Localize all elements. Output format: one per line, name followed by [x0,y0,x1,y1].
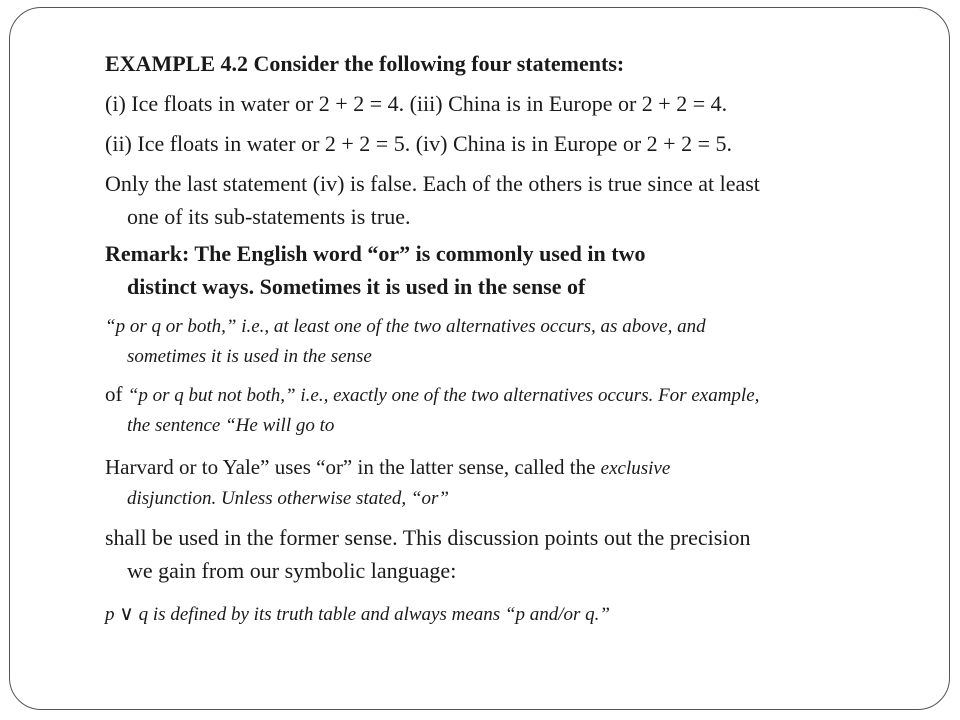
harvard-line1-italic: exclusive [600,458,671,479]
only-last-paragraph [105,167,905,233]
statements-i-iii: (i) Ice floats in water or 2 + 2 = 4. (iii) China is in Europe or 2 + 2 = 4. [105,91,728,116]
definition-p: p [105,604,120,625]
shall-be-line2: we gain from our symbolic language: [127,558,457,583]
p-or-q-or-both-line1: “p or q or both,” i.e., at least one of the two alternatives occurs, as above, and [105,316,706,337]
shall-be-line1: shall be used in the former sense. This discussion points out the precision [105,525,751,550]
of-prefix: of [105,382,128,406]
p-or-q-or-both-line2: sometimes it is used in the sense [127,346,372,367]
shall-be-paragraph [105,521,905,587]
p-or-q-or-both-paragraph [105,312,905,372]
example-heading: EXAMPLE 4.2 Consider the following four statements: [105,51,625,76]
remark-line1: Remark: The English word “or” is commonly used in two [105,241,646,266]
definition-line [105,598,905,630]
remark-line2: distinct ways. Sometimes it is used in the sense of [127,274,586,299]
exclusive-or-line2: the sentence “He will go to [127,415,335,436]
remark-paragraph [105,237,905,303]
only-last-line1: Only the last statement (iv) is false. Each of the others is true since at least [105,171,760,196]
exclusive-or-paragraph [105,379,905,441]
or-symbol: ∨ [119,601,134,625]
definition-rest: q is defined by its truth table and always means “p and/or q.” [133,604,610,625]
harvard-line1-plain: Harvard or to Yale” uses “or” in the latter sense, called the [105,455,601,479]
statements-ii-iv: (ii) Ice floats in water or 2 + 2 = 5. (iv) China is in Europe or 2 + 2 = 5. [105,131,732,156]
exclusive-or-line1 [105,379,905,411]
harvard-line2: disjunction. Unless otherwise stated, “or” [127,488,449,509]
only-last-line2: one of its sub-statements is true. [127,204,411,229]
harvard-line1 [105,451,905,484]
harvard-paragraph [105,451,905,514]
exclusive-or-line1-italic: “p or q but not both,” i.e., exactly one of the two alternatives occurs. For example, [127,385,760,406]
